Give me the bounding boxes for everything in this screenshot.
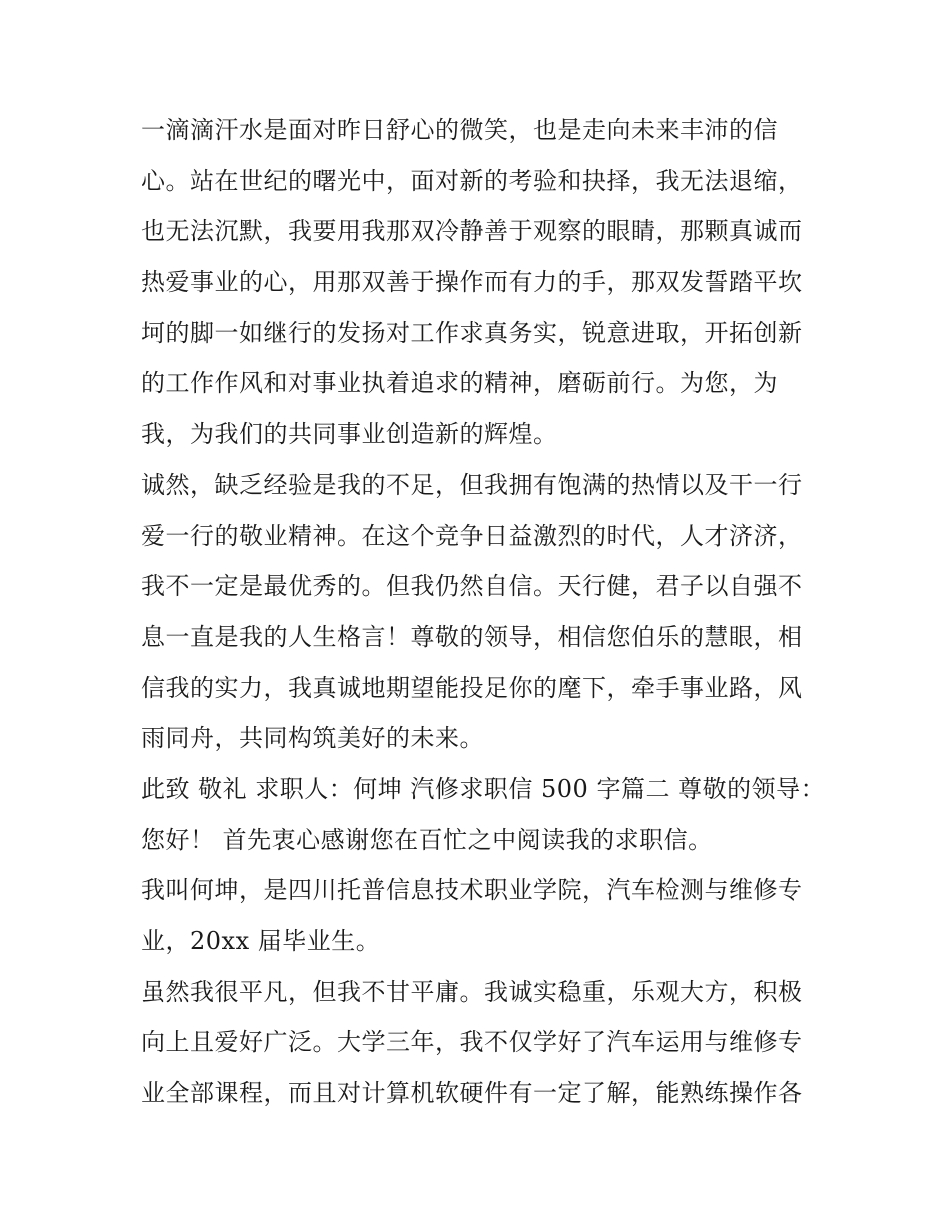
text-line: 热爱事业的心，用那双善于操作而有力的手，那双发誓踏平坎 (141, 268, 803, 297)
text-line: 一滴滴汗水是面对昨日舒心的微笑，也是走向未来丰沛的信 (141, 116, 778, 144)
text-line: 我，为我们的共同事业创造新的辉煌。 (141, 420, 558, 449)
text-line: 您好！ 首先衷心感谢您在百忙之中阅读我的求职信。 (141, 825, 713, 854)
text-line: 坷的脚一如继行的发扬对工作求真务实，锐意进取，开拓创新 (141, 318, 803, 347)
text-line: 业全部课程，而且对计算机软硬件有一定了解，能熟练操作各 (141, 1079, 803, 1108)
text-line: 息一直是我的人生格言！尊敬的领导，相信您伯乐的慧眼，相 (141, 622, 803, 651)
text-line: 的工作作风和对事业执着追求的精神，磨砺前行。为您，为 (141, 369, 778, 398)
text-line: 我叫何坤，是四川托普信息技术职业学院，汽车检测与维修专 (141, 876, 803, 905)
text-line: 雨同舟，共同构筑美好的未来。 (141, 724, 484, 753)
document-body (141, 105, 826, 1119)
text-line: 业，20xx 届毕业生。 (141, 927, 381, 955)
text-line: 心。站在世纪的曙光中，面对新的考验和抉择，我无法退缩， (141, 166, 803, 195)
text-line: 我不一定是最优秀的。但我仍然自信。天行健，君子以自强不 (141, 572, 803, 601)
text-line: 诚然，缺乏经验是我的不足，但我拥有饱满的热情以及干一行 (141, 470, 803, 499)
text-line: 向上且爱好广泛。大学三年，我不仅学好了汽车运用与维修专 (141, 1028, 803, 1057)
text-line: 信我的实力，我真诚地期望能投足你的麾下，牵手事业路，风 (141, 673, 803, 702)
text-line: 此致 敬礼 求职人：何坤 汽修求职信 500 字篇二 尊敬的领导： (141, 774, 826, 803)
text-line: 虽然我很平凡，但我不甘平庸。我诚实稳重，乐观大方，积极 (141, 977, 803, 1006)
text-line: 也无法沉默，我要用我那双冷静善于观察的眼睛，那颗真诚而 (141, 217, 803, 246)
text-line: 爱一行的敬业精神。在这个竞争日益激烈的时代，人才济济， (141, 521, 803, 550)
